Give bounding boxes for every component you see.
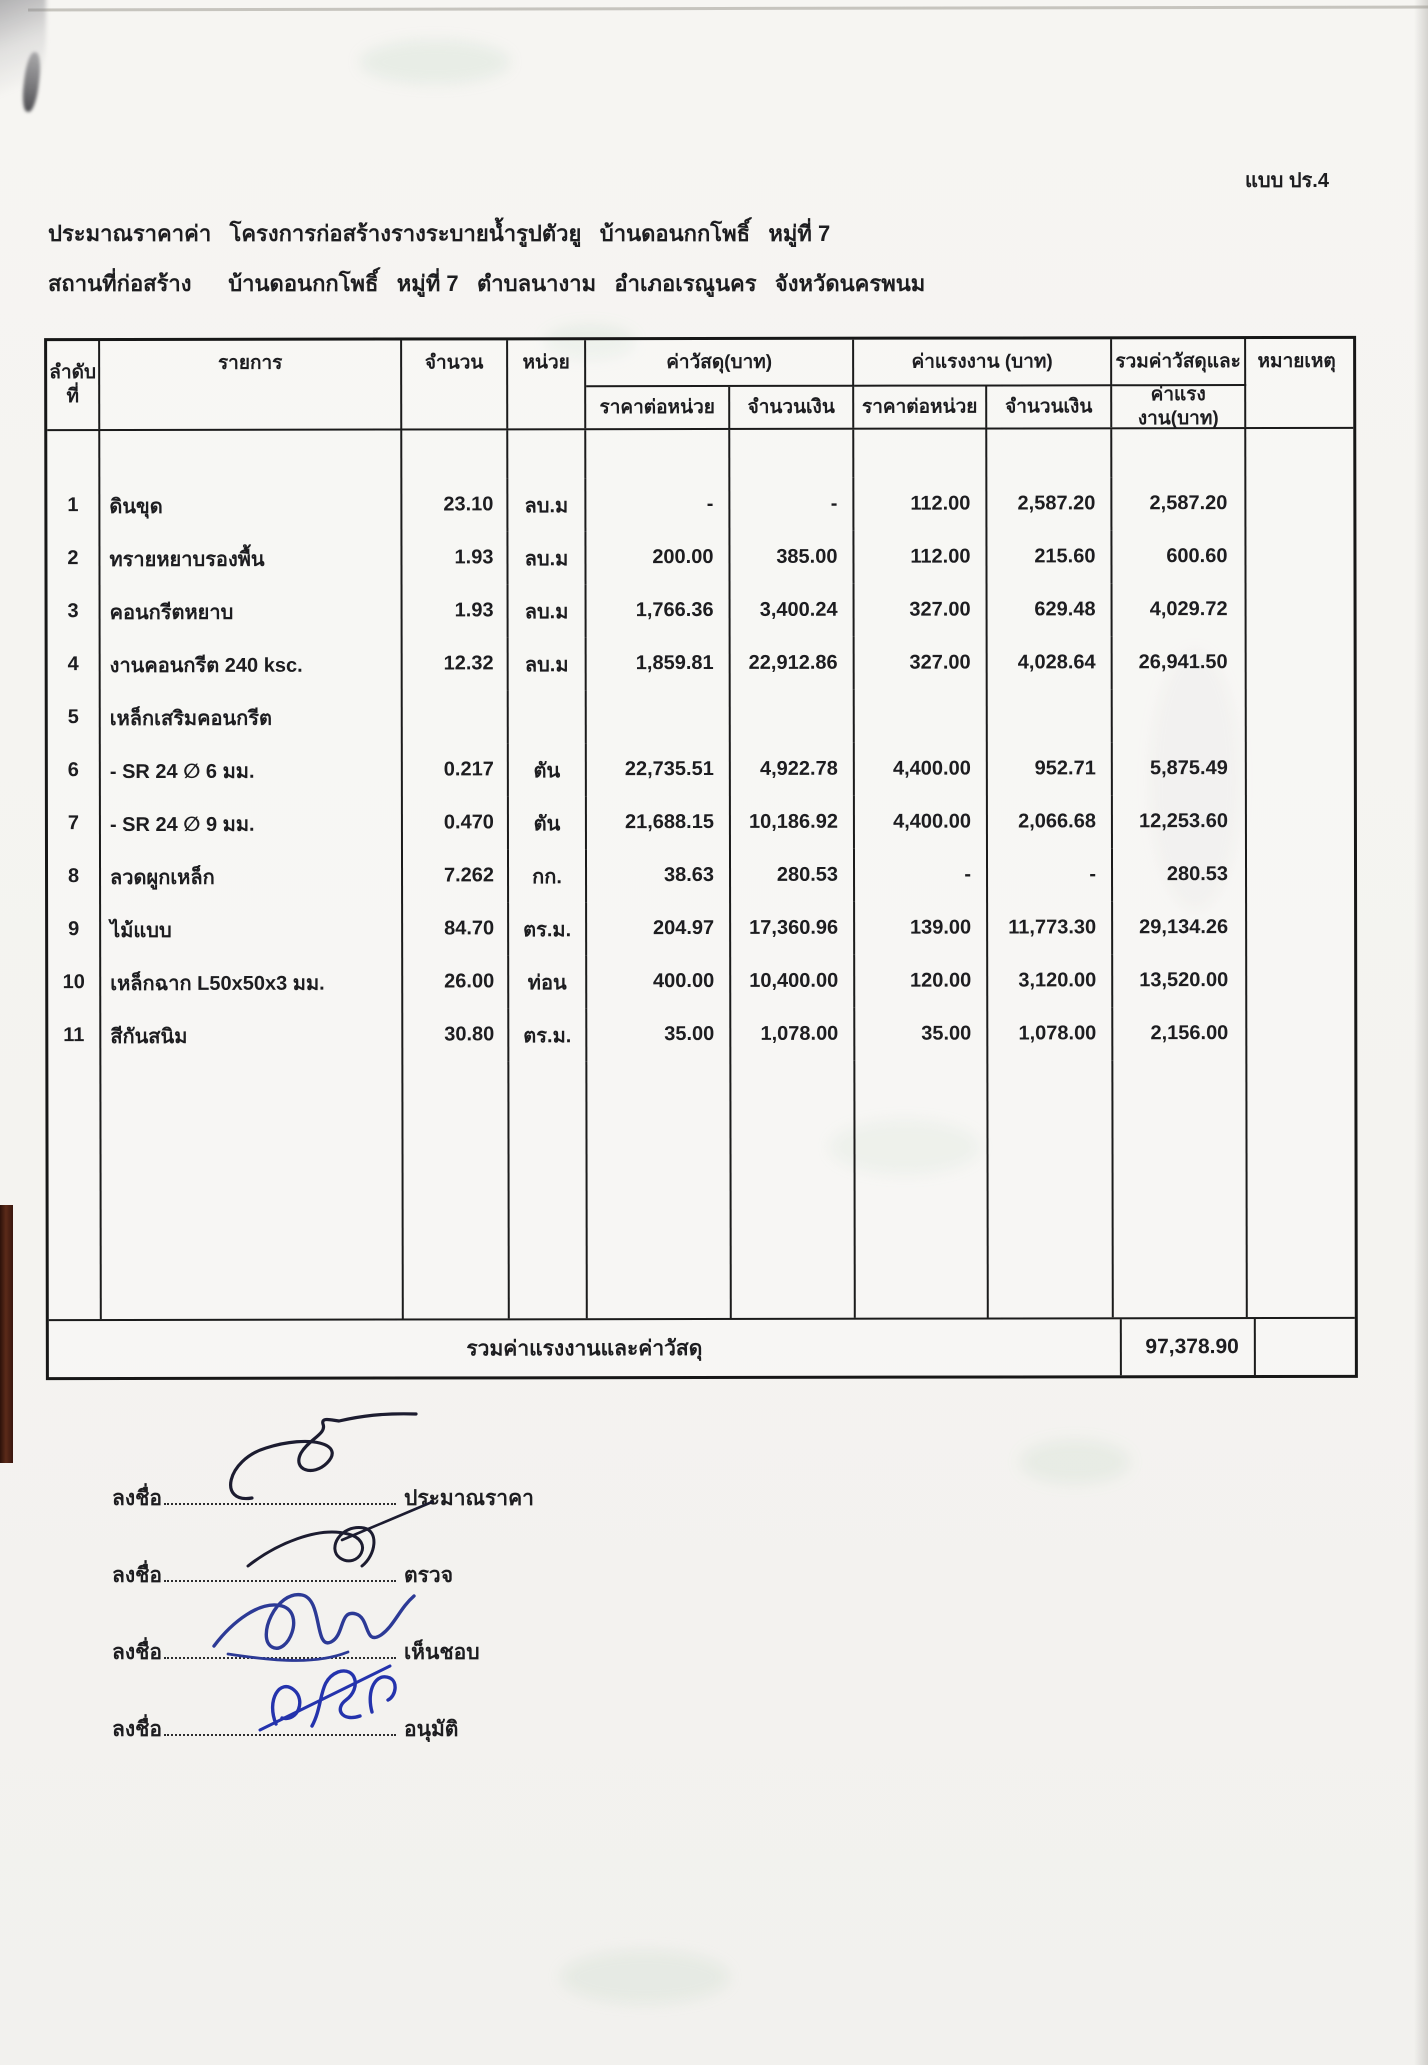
row-lab-amount bbox=[988, 689, 1113, 742]
row-unit bbox=[509, 690, 587, 743]
row-item: ดินขุด bbox=[100, 479, 402, 533]
row-total bbox=[1113, 689, 1247, 742]
grand-total-note bbox=[1256, 1319, 1357, 1375]
row-unit: ตัน bbox=[509, 743, 587, 796]
signature-role-label: อนุมัติ bbox=[404, 1718, 459, 1741]
table-empty-space bbox=[48, 1060, 1354, 1319]
row-no: 11 bbox=[48, 1009, 101, 1062]
scan-top-edge-line bbox=[28, 6, 1428, 12]
row-mat-amount: 1,078.00 bbox=[731, 1008, 855, 1061]
table-row bbox=[48, 583, 1354, 638]
row-total: 2,587.20 bbox=[1112, 477, 1246, 530]
table-row bbox=[48, 795, 1354, 850]
row-unit: ตร.ม. bbox=[509, 1008, 587, 1061]
row-total: 12,253.60 bbox=[1113, 795, 1247, 848]
table-row bbox=[48, 848, 1354, 903]
row-mat-price: 1,766.36 bbox=[587, 584, 731, 637]
row-total: 29,134.26 bbox=[1113, 901, 1247, 954]
row-qty: 0.217 bbox=[403, 743, 509, 796]
row-qty: 7.262 bbox=[403, 849, 509, 902]
row-unit: ตัน bbox=[509, 796, 587, 849]
row-unit: ลบ.ม bbox=[508, 531, 586, 584]
row-unit: กก. bbox=[509, 849, 587, 902]
row-note bbox=[1247, 583, 1348, 636]
row-note bbox=[1246, 477, 1347, 530]
row-total: 600.60 bbox=[1112, 530, 1246, 583]
row-mat-price: 200.00 bbox=[586, 531, 730, 584]
row-note bbox=[1247, 901, 1348, 954]
row-mat-price: 400.00 bbox=[587, 955, 731, 1008]
scan-noise-blob bbox=[1020, 1440, 1130, 1484]
row-item: ลวดผูกเหล็ก bbox=[101, 850, 403, 904]
header-total-line1: รวมค่าวัสดุและ bbox=[1112, 339, 1246, 386]
row-note bbox=[1247, 795, 1348, 848]
row-qty: 12.32 bbox=[403, 637, 509, 690]
row-note bbox=[1247, 954, 1348, 1007]
row-lab-price: 139.00 bbox=[855, 901, 988, 954]
row-total: 2,156.00 bbox=[1113, 1007, 1247, 1060]
row-item: งานคอนกรีต 240 ksc. bbox=[101, 638, 403, 692]
row-qty: 84.70 bbox=[403, 902, 509, 955]
row-mat-amount bbox=[731, 690, 855, 743]
table-row bbox=[48, 901, 1354, 956]
row-lab-price: 120.00 bbox=[855, 954, 988, 1007]
row-qty: 26.00 bbox=[403, 955, 509, 1008]
row-lab-price: 327.00 bbox=[855, 583, 988, 636]
row-mat-amount: - bbox=[730, 478, 854, 531]
row-note bbox=[1247, 742, 1348, 795]
row-mat-price: - bbox=[586, 478, 730, 531]
row-total: 13,520.00 bbox=[1113, 954, 1247, 1007]
row-lab-amount: 2,587.20 bbox=[987, 477, 1112, 530]
row-qty: 1.93 bbox=[403, 584, 509, 637]
header-material-unit-price: ราคาต่อหน่วย bbox=[586, 387, 730, 428]
row-mat-amount: 10,186.92 bbox=[731, 796, 855, 849]
header-labor-amount: จำนวนเงิน bbox=[987, 386, 1112, 427]
row-no: 1 bbox=[47, 479, 100, 532]
row-lab-price: 4,400.00 bbox=[855, 795, 988, 848]
row-mat-amount: 10,400.00 bbox=[731, 955, 855, 1008]
handwritten-signatures bbox=[80, 1408, 540, 1768]
row-mat-price: 1,859.81 bbox=[587, 637, 731, 690]
row-item: คอนกรีตหยาบ bbox=[101, 585, 403, 639]
table-total-row bbox=[49, 1317, 1355, 1377]
row-note bbox=[1246, 530, 1347, 583]
row-qty: 30.80 bbox=[403, 1008, 509, 1061]
row-item: ไม้แบบ bbox=[101, 903, 403, 957]
row-no: 5 bbox=[48, 691, 101, 744]
row-lab-amount: 11,773.30 bbox=[988, 901, 1113, 954]
row-unit: ท่อน bbox=[509, 955, 587, 1008]
signature-stroke bbox=[342, 1502, 432, 1540]
row-no: 8 bbox=[48, 850, 101, 903]
table-row bbox=[48, 636, 1354, 691]
header-material-group: ค่าวัสดุ(บาท) bbox=[586, 340, 854, 387]
row-lab-price: 4,400.00 bbox=[855, 742, 988, 795]
row-mat-price: 35.00 bbox=[587, 1008, 731, 1061]
row-lab-price: - bbox=[855, 848, 988, 901]
row-total: 280.53 bbox=[1113, 848, 1247, 901]
row-mat-amount: 22,912.86 bbox=[731, 637, 855, 690]
header-labor-unit-price: ราคาต่อหน่วย bbox=[854, 386, 987, 427]
scan-noise-blob bbox=[360, 40, 510, 84]
row-lab-amount: 2,066.68 bbox=[988, 795, 1113, 848]
row-lab-price: 112.00 bbox=[854, 530, 987, 583]
row-lab-amount: 215.60 bbox=[987, 530, 1112, 583]
row-lab-amount: 1,078.00 bbox=[988, 1007, 1113, 1060]
row-note bbox=[1247, 636, 1348, 689]
row-lab-amount: - bbox=[988, 848, 1113, 901]
header-no bbox=[47, 341, 100, 429]
row-lab-price: 327.00 bbox=[855, 636, 988, 689]
signature-stroke bbox=[214, 1595, 414, 1649]
row-lab-amount: 952.71 bbox=[988, 742, 1113, 795]
signature-stroke bbox=[231, 1414, 416, 1499]
row-mat-amount: 385.00 bbox=[730, 531, 854, 584]
row-mat-price: 22,735.51 bbox=[587, 743, 731, 796]
row-mat-price: 204.97 bbox=[587, 902, 731, 955]
row-item: ทรายหยาบรองพื้น bbox=[100, 532, 402, 586]
row-unit: ลบ.ม bbox=[509, 637, 587, 690]
row-lab-price: 35.00 bbox=[855, 1007, 988, 1060]
header-unit: หน่วย bbox=[508, 340, 586, 428]
table-body-padding bbox=[47, 429, 1353, 479]
document-title: ประมาณราคาค่า โครงการก่อสร้างรางระบายน้ำรูปตัวยู บ้านดอนกกโพธิ์ หมู่ที่ 7 bbox=[48, 221, 831, 246]
row-no: 9 bbox=[48, 903, 101, 956]
header-note: หมายเหตุ bbox=[1257, 350, 1336, 373]
row-mat-amount: 3,400.24 bbox=[731, 584, 855, 637]
grand-total-label: รวมค่าแรงงานและค่าวัสดุ bbox=[49, 1319, 1122, 1377]
table-row bbox=[48, 742, 1354, 797]
row-item: สีกันสนิม bbox=[101, 1009, 403, 1063]
row-mat-amount: 280.53 bbox=[731, 849, 855, 902]
row-unit: ตร.ม. bbox=[509, 902, 587, 955]
signature-role-label: ตรวจ bbox=[404, 1564, 454, 1587]
row-lab-amount: 4,028.64 bbox=[988, 636, 1113, 689]
row-total: 4,029.72 bbox=[1113, 583, 1247, 636]
cost-estimate-table bbox=[44, 336, 1358, 1380]
row-mat-price: 38.63 bbox=[587, 849, 731, 902]
signature-stroke bbox=[273, 1671, 395, 1726]
table-row bbox=[48, 689, 1354, 744]
construction-site-line: สถานที่ก่อสร้าง บ้านดอนกกโพธิ์ หมู่ที่ 7 ตำบลนางาม อำเภอเรณูนคร จังหวัดนครพนม bbox=[48, 271, 926, 296]
row-qty bbox=[403, 690, 509, 743]
table-row bbox=[47, 477, 1353, 532]
row-total: 26,941.50 bbox=[1113, 636, 1247, 689]
header-material-amount: จำนวนเงิน bbox=[730, 387, 854, 428]
sign-prefix: ลงชื่อ bbox=[112, 1718, 162, 1741]
row-lab-amount: 3,120.00 bbox=[988, 954, 1113, 1007]
signature-role-label: เห็นชอบ bbox=[404, 1641, 480, 1664]
scan-right-shade bbox=[1414, 0, 1428, 2065]
header-item: รายการ bbox=[100, 341, 402, 430]
row-note bbox=[1247, 848, 1348, 901]
row-no: 2 bbox=[47, 532, 100, 585]
signature-role-label: ประมาณราคา bbox=[404, 1487, 534, 1510]
sign-prefix: ลงชื่อ bbox=[112, 1487, 162, 1510]
table-header bbox=[47, 339, 1353, 431]
row-qty: 1.93 bbox=[402, 531, 508, 584]
row-lab-amount: 629.48 bbox=[988, 583, 1113, 636]
table-row bbox=[48, 954, 1354, 1009]
row-total: 5,875.49 bbox=[1113, 742, 1247, 795]
row-item: - SR 24 ∅ 9 มม. bbox=[101, 797, 403, 851]
row-no: 4 bbox=[48, 638, 101, 691]
row-qty: 23.10 bbox=[402, 478, 508, 531]
scan-left-strip bbox=[0, 1205, 13, 1463]
row-item: - SR 24 ∅ 6 มม. bbox=[101, 744, 403, 798]
row-unit: ลบ.ม bbox=[508, 478, 586, 531]
row-mat-price: 21,688.15 bbox=[587, 796, 731, 849]
row-lab-price bbox=[855, 689, 988, 742]
row-mat-price bbox=[587, 690, 731, 743]
row-no: 10 bbox=[48, 956, 101, 1009]
row-no: 6 bbox=[48, 744, 101, 797]
row-unit: ลบ.ม bbox=[509, 584, 587, 637]
header-total-line2: ค่าแรงงาน(บาท) bbox=[1112, 386, 1246, 427]
header-qty: จำนวน bbox=[402, 340, 508, 428]
row-note bbox=[1247, 1007, 1348, 1060]
row-note bbox=[1247, 689, 1348, 742]
table-row bbox=[47, 530, 1353, 585]
form-code: แบบ ปร.4 bbox=[1245, 170, 1329, 192]
row-lab-price: 112.00 bbox=[854, 477, 987, 530]
row-no: 7 bbox=[48, 797, 101, 850]
row-mat-amount: 4,922.78 bbox=[731, 743, 855, 796]
scan-noise-blob bbox=[560, 1950, 730, 2004]
row-item: เหล็กเสริมคอนกรีต bbox=[101, 691, 403, 745]
row-no: 3 bbox=[48, 585, 101, 638]
sign-prefix: ลงชื่อ bbox=[112, 1564, 162, 1587]
header-no-line2: ที่ bbox=[66, 386, 79, 408]
grand-total-value: 97,378.90 bbox=[1122, 1319, 1256, 1375]
header-no-line1: ลำดับ bbox=[49, 362, 97, 384]
sign-prefix: ลงชื่อ bbox=[112, 1641, 162, 1664]
signature-stroke bbox=[228, 1652, 348, 1661]
header-labor-group: ค่าแรงงาน (บาท) bbox=[854, 339, 1112, 386]
row-qty: 0.470 bbox=[403, 796, 509, 849]
row-item: เหล็กฉาก L50x50x3 มม. bbox=[101, 956, 403, 1010]
row-mat-amount: 17,360.96 bbox=[731, 902, 855, 955]
table-row bbox=[48, 1007, 1354, 1062]
